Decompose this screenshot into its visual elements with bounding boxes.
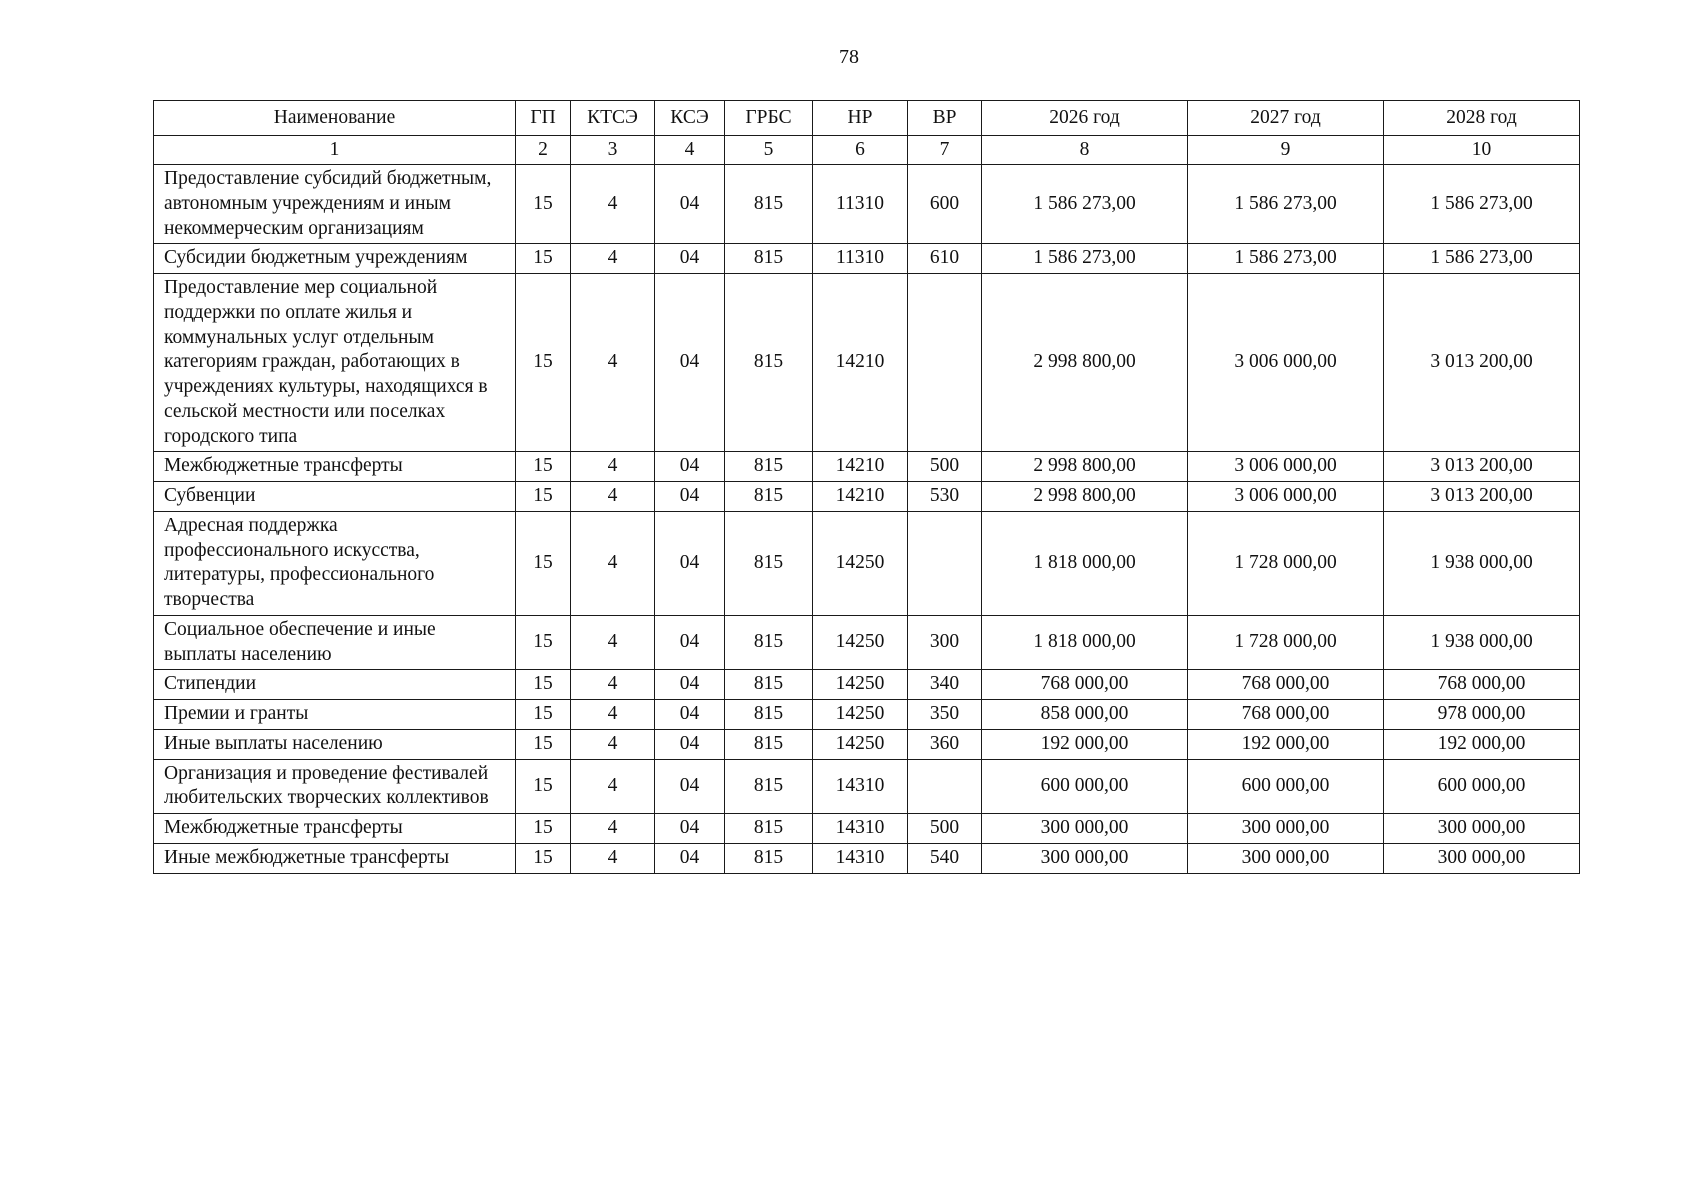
cell-ktse: 4 <box>571 615 655 670</box>
cell-amount-2028: 1 938 000,00 <box>1384 511 1580 615</box>
cell-amount-2027: 600 000,00 <box>1188 759 1384 814</box>
cell-kse: 04 <box>655 814 725 844</box>
cell-kse: 04 <box>655 729 725 759</box>
cell-nr: 14210 <box>813 482 908 512</box>
cell-name: Адресная поддержка профессионального искусства, литературы, профессионального творчества <box>154 511 516 615</box>
cell-amount-2027: 768 000,00 <box>1188 700 1384 730</box>
cell-kse: 04 <box>655 615 725 670</box>
cell-amount-2028: 768 000,00 <box>1384 670 1580 700</box>
column-number: 10 <box>1384 136 1580 165</box>
cell-nr: 14250 <box>813 511 908 615</box>
cell-amount-2028: 600 000,00 <box>1384 759 1580 814</box>
header-gp: ГП <box>516 101 571 136</box>
header-vr: ВР <box>908 101 982 136</box>
cell-gp: 15 <box>516 274 571 452</box>
column-number: 1 <box>154 136 516 165</box>
cell-grbs: 815 <box>725 759 813 814</box>
cell-amount-2027: 300 000,00 <box>1188 814 1384 844</box>
cell-amount-2027: 768 000,00 <box>1188 670 1384 700</box>
column-number: 9 <box>1188 136 1384 165</box>
cell-ktse: 4 <box>571 274 655 452</box>
cell-amount-2026: 1 818 000,00 <box>982 615 1188 670</box>
cell-amount-2027: 3 006 000,00 <box>1188 274 1384 452</box>
header-2028: 2028 год <box>1384 101 1580 136</box>
cell-ktse: 4 <box>571 511 655 615</box>
column-number: 4 <box>655 136 725 165</box>
cell-name: Иные выплаты населению <box>154 729 516 759</box>
cell-amount-2028: 3 013 200,00 <box>1384 452 1580 482</box>
table-row <box>154 244 1580 274</box>
cell-ktse: 4 <box>571 843 655 873</box>
cell-name: Премии и гранты <box>154 700 516 730</box>
page-number: 78 <box>839 46 859 68</box>
table-row <box>154 729 1580 759</box>
table-row <box>154 511 1580 615</box>
table-row <box>154 482 1580 512</box>
cell-name: Социальное обеспечение и иные выплаты населению <box>154 615 516 670</box>
cell-amount-2028: 192 000,00 <box>1384 729 1580 759</box>
cell-ktse: 4 <box>571 452 655 482</box>
cell-amount-2026: 1 586 273,00 <box>982 165 1188 244</box>
cell-grbs: 815 <box>725 511 813 615</box>
cell-gp: 15 <box>516 814 571 844</box>
column-number: 2 <box>516 136 571 165</box>
budget-table <box>153 100 1580 874</box>
cell-grbs: 815 <box>725 274 813 452</box>
column-number: 7 <box>908 136 982 165</box>
cell-gp: 15 <box>516 165 571 244</box>
cell-kse: 04 <box>655 843 725 873</box>
cell-nr: 11310 <box>813 165 908 244</box>
cell-grbs: 815 <box>725 244 813 274</box>
cell-nr: 14250 <box>813 729 908 759</box>
cell-vr <box>908 274 982 452</box>
cell-amount-2026: 600 000,00 <box>982 759 1188 814</box>
cell-name: Иные межбюджетные трансферты <box>154 843 516 873</box>
header-grbs: ГРБС <box>725 101 813 136</box>
cell-kse: 04 <box>655 670 725 700</box>
cell-vr: 300 <box>908 615 982 670</box>
cell-ktse: 4 <box>571 670 655 700</box>
cell-vr: 610 <box>908 244 982 274</box>
table-row <box>154 843 1580 873</box>
cell-amount-2026: 1 818 000,00 <box>982 511 1188 615</box>
cell-name: Стипендии <box>154 670 516 700</box>
cell-gp: 15 <box>516 670 571 700</box>
cell-grbs: 815 <box>725 700 813 730</box>
cell-vr: 360 <box>908 729 982 759</box>
cell-amount-2028: 3 013 200,00 <box>1384 482 1580 512</box>
cell-amount-2028: 300 000,00 <box>1384 814 1580 844</box>
cell-amount-2027: 3 006 000,00 <box>1188 482 1384 512</box>
cell-amount-2027: 300 000,00 <box>1188 843 1384 873</box>
cell-nr: 14250 <box>813 615 908 670</box>
table-row <box>154 452 1580 482</box>
cell-amount-2027: 1 728 000,00 <box>1188 615 1384 670</box>
cell-kse: 04 <box>655 482 725 512</box>
cell-ktse: 4 <box>571 759 655 814</box>
cell-amount-2028: 978 000,00 <box>1384 700 1580 730</box>
header-2026: 2026 год <box>982 101 1188 136</box>
cell-vr: 340 <box>908 670 982 700</box>
cell-amount-2027: 1 586 273,00 <box>1188 244 1384 274</box>
cell-grbs: 815 <box>725 729 813 759</box>
cell-grbs: 815 <box>725 482 813 512</box>
cell-amount-2026: 192 000,00 <box>982 729 1188 759</box>
cell-name: Субвенции <box>154 482 516 512</box>
cell-amount-2026: 300 000,00 <box>982 843 1188 873</box>
cell-kse: 04 <box>655 511 725 615</box>
column-numbering-row <box>154 136 1580 165</box>
cell-vr: 600 <box>908 165 982 244</box>
header-2027: 2027 год <box>1188 101 1384 136</box>
cell-nr: 14210 <box>813 452 908 482</box>
cell-nr: 14310 <box>813 814 908 844</box>
cell-ktse: 4 <box>571 700 655 730</box>
cell-grbs: 815 <box>725 615 813 670</box>
cell-ktse: 4 <box>571 165 655 244</box>
cell-nr: 11310 <box>813 244 908 274</box>
cell-vr: 530 <box>908 482 982 512</box>
header-ktse: КТСЭ <box>571 101 655 136</box>
cell-amount-2028: 300 000,00 <box>1384 843 1580 873</box>
cell-amount-2028: 1 938 000,00 <box>1384 615 1580 670</box>
column-number: 8 <box>982 136 1188 165</box>
header-name: Наименование <box>154 101 516 136</box>
cell-kse: 04 <box>655 165 725 244</box>
cell-kse: 04 <box>655 274 725 452</box>
column-number: 3 <box>571 136 655 165</box>
cell-nr: 14210 <box>813 274 908 452</box>
column-number: 5 <box>725 136 813 165</box>
cell-amount-2026: 300 000,00 <box>982 814 1188 844</box>
table-row <box>154 165 1580 244</box>
cell-name: Предоставление мер социальной поддержки по оплате жилья и коммунальных услуг отдельным категориям граждан, работающих в учреждениях культуры, находящихся в сельской местности или поселках городского типа <box>154 274 516 452</box>
cell-amount-2027: 3 006 000,00 <box>1188 452 1384 482</box>
cell-name: Субсидии бюджетным учреждениям <box>154 244 516 274</box>
table-row <box>154 274 1580 452</box>
cell-grbs: 815 <box>725 814 813 844</box>
table-row <box>154 700 1580 730</box>
cell-amount-2028: 1 586 273,00 <box>1384 244 1580 274</box>
cell-grbs: 815 <box>725 165 813 244</box>
table-row <box>154 814 1580 844</box>
cell-amount-2027: 192 000,00 <box>1188 729 1384 759</box>
cell-gp: 15 <box>516 452 571 482</box>
cell-ktse: 4 <box>571 729 655 759</box>
cell-ktse: 4 <box>571 482 655 512</box>
cell-ktse: 4 <box>571 244 655 274</box>
table-body <box>154 165 1580 874</box>
cell-name: Организация и проведение фестивалей любительских творческих коллективов <box>154 759 516 814</box>
cell-vr: 500 <box>908 452 982 482</box>
cell-name: Предоставление субсидий бюджетным, автономным учреждениям и иным некоммерческим организациям <box>154 165 516 244</box>
cell-amount-2026: 858 000,00 <box>982 700 1188 730</box>
header-nr: НР <box>813 101 908 136</box>
cell-nr: 14310 <box>813 843 908 873</box>
cell-gp: 15 <box>516 482 571 512</box>
column-number: 6 <box>813 136 908 165</box>
cell-nr: 14250 <box>813 670 908 700</box>
cell-amount-2026: 2 998 800,00 <box>982 274 1188 452</box>
cell-amount-2026: 1 586 273,00 <box>982 244 1188 274</box>
cell-amount-2027: 1 728 000,00 <box>1188 511 1384 615</box>
cell-vr: 500 <box>908 814 982 844</box>
cell-amount-2028: 3 013 200,00 <box>1384 274 1580 452</box>
cell-grbs: 815 <box>725 452 813 482</box>
cell-amount-2026: 2 998 800,00 <box>982 452 1188 482</box>
cell-gp: 15 <box>516 729 571 759</box>
cell-grbs: 815 <box>725 670 813 700</box>
cell-kse: 04 <box>655 759 725 814</box>
cell-vr: 540 <box>908 843 982 873</box>
cell-amount-2026: 2 998 800,00 <box>982 482 1188 512</box>
cell-vr <box>908 759 982 814</box>
cell-vr <box>908 511 982 615</box>
cell-gp: 15 <box>516 843 571 873</box>
table-row <box>154 615 1580 670</box>
cell-gp: 15 <box>516 244 571 274</box>
cell-nr: 14250 <box>813 700 908 730</box>
cell-amount-2028: 1 586 273,00 <box>1384 165 1580 244</box>
header-row <box>154 101 1580 136</box>
cell-gp: 15 <box>516 759 571 814</box>
cell-nr: 14310 <box>813 759 908 814</box>
cell-kse: 04 <box>655 244 725 274</box>
table-row <box>154 759 1580 814</box>
cell-ktse: 4 <box>571 814 655 844</box>
header-kse: КСЭ <box>655 101 725 136</box>
cell-vr: 350 <box>908 700 982 730</box>
cell-amount-2027: 1 586 273,00 <box>1188 165 1384 244</box>
cell-gp: 15 <box>516 615 571 670</box>
table-row <box>154 670 1580 700</box>
cell-gp: 15 <box>516 700 571 730</box>
cell-name: Межбюджетные трансферты <box>154 452 516 482</box>
cell-name: Межбюджетные трансферты <box>154 814 516 844</box>
cell-gp: 15 <box>516 511 571 615</box>
cell-grbs: 815 <box>725 843 813 873</box>
cell-kse: 04 <box>655 700 725 730</box>
cell-amount-2026: 768 000,00 <box>982 670 1188 700</box>
cell-kse: 04 <box>655 452 725 482</box>
